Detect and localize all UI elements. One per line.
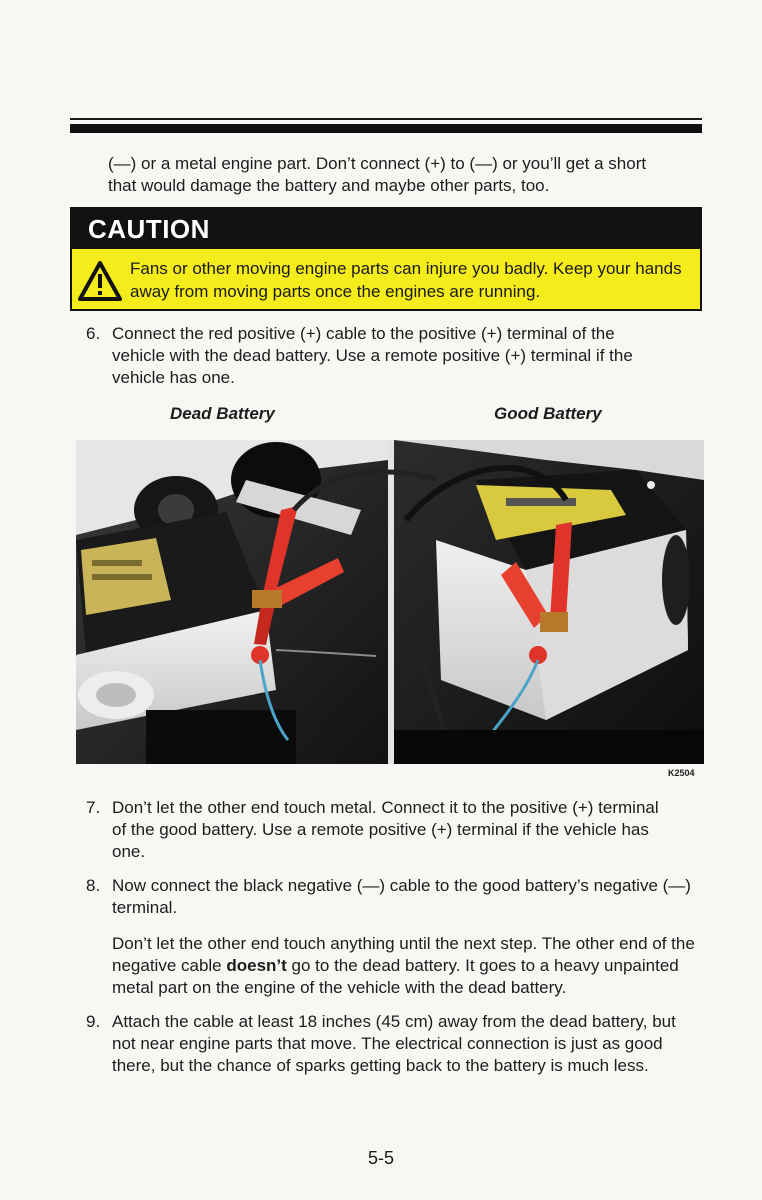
step-text: Attach the cable at least 18 inches (45 cm) away from the dead battery, but not near engine parts that move. The electrical connection is just as good there, but the chance of sparks getting back to the battery is much less. [112,1012,676,1075]
step-text: Don’t let the other end touch metal. Connect it to the positive (+) terminal of the good battery. Use a remote positive (+) terminal if the vehicle has one. [112,798,659,861]
caption-good-battery: Good Battery [494,404,602,423]
figure-id: K2504 [668,768,695,778]
caution-heading: CAUTION [72,209,700,249]
caution-box [70,207,702,311]
caution-body [72,249,700,309]
header-rule-thick [70,124,702,133]
step-number: 8. [86,876,101,895]
warning-triangle-icon [78,261,122,301]
step-text: Now connect the black negative (—) cable to the good battery’s negative (—) terminal. [112,876,691,917]
caption-dead-battery: Dead Battery [170,404,275,423]
page-number: 5-5 [367,1148,394,1168]
step-number: 7. [86,798,101,817]
step-8-note-emphasis: doesn’t [226,956,287,975]
step-number: 9. [86,1012,101,1031]
step-8-note-part2: go to the dead battery. It goes to a heavy unpainted metal part on the engine of the vehicle with the dead battery. [112,956,679,997]
header-rule-thin [70,118,702,120]
step-8-note [112,933,702,999]
step-6 [86,323,686,393]
step-8 [86,875,706,925]
step-text: Connect the red positive (+) cable to the positive (+) terminal of the vehicle with the dead battery. Use a remote positive (+) terminal if the vehicle has one. [112,324,633,387]
intro-paragraph: (—) or a metal engine part. Don’t connect (+) to (—) or you’ll get a short that would damage the battery and maybe other parts, too. [108,154,647,195]
caution-text: Fans or other moving engine parts can injure you badly. Keep your hands away from moving parts once the engines are running. [130,259,682,301]
step-8-note-part1: Don’t let the other end touch anything until the next step. The other end of the negative cable [112,934,695,975]
step-number: 6. [86,324,101,343]
jumper-cable-photo [76,440,704,764]
battery-illustration [76,440,704,764]
step-7 [86,797,686,867]
step-9 [86,1011,706,1111]
